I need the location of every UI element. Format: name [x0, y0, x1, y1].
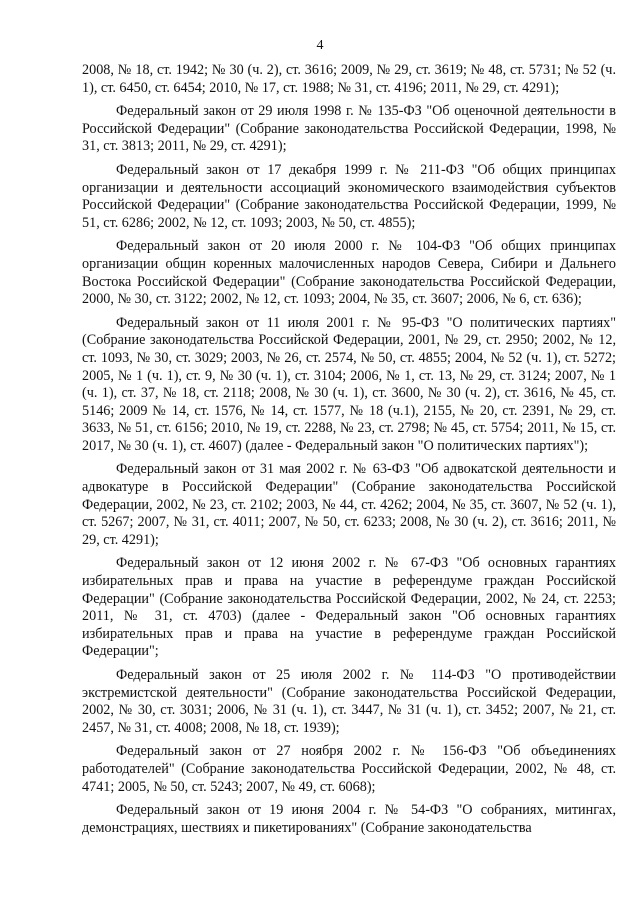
paragraph-continuation: 2008, № 18, ст. 1942; № 30 (ч. 2), ст. 3616; 2009, № 29, ст. 3619; № 48, ст. 5731; № 52 (ч. 1), ст. 6450, ст. 6454; 2010, № 17, ст. 1988; № 31, ст. 4196; 2011, № 29, ст. 4291);: [82, 62, 616, 96]
page-number: 4: [316, 38, 324, 53]
paragraph-law-114-fz: Федеральный закон от 25 июля 2002 г. № 114-ФЗ "О противодействии экстремистской деятельности" (Собрание законодательства Российской Федерации, 2002, № 30, ст. 3031; 2006, № 31 (ч. 1), ст. 3447, № 31 (ч. 1), ст. 3452; 2007, № 21, ст. 2457, № 31, ст. 4008; 2008, № 18, ст. 1939);: [82, 667, 616, 736]
paragraph-law-104-fz: Федеральный закон от 20 июля 2000 г. № 104-ФЗ "Об общих принципах организации общин коренных малочисленных народов Севера, Сибири и Дальнего Востока Российской Федерации" (Собрание законодательства Российской Федерации, 2000, № 30, ст. 3122; 2002, № 12, ст. 1093; 2004, № 35, ст. 3607; 2006, № 6, ст. 636);: [82, 238, 616, 308]
paragraph-law-211-fz: Федеральный закон от 17 декабря 1999 г. № 211-ФЗ "Об общих принципах организации и деятельности ассоциаций экономического взаимодействия субъектов Российской Федерации" (Собрание законодательства Российской Федерации, 1999, № 51, ст. 6286; 2002, № 12, ст. 1093; 2003, № 50, ст. 4855);: [82, 161, 616, 231]
paragraph-law-95-fz: Федеральный закон от 11 июля 2001 г. № 95-ФЗ "О политических партиях" (Собрание законодательства Российской Федерации, 2001, № 29, ст. 2950; 2002, № 12, ст. 1093, № 30, ст. 3029; 2003, № 26, ст. 2574, № 50, ст. 4855; 2004, № 52 (ч. 1), ст. 5272; 2005, № 1 (ч. 1), ст. 9, № 30 (ч. 1), ст. 3104; 2006, № 1, ст. 13, № 29, ст. 3124; 2007, № 1 (ч. 1), ст. 37, № 18, ст. 2118; 2008, № 30 (ч. 1), ст. 3600, № 30 (ч. 2), ст. 3616, № 45, ст. 5146; 2009 № 14, ст. 1576, № 14, ст. 1577, № 18 (ч.1), 2155, № 20, ст. 2391, № 29, ст. 3633, № 51, ст. 6156; 2010, № 19, ст. 2288, № 23, ст. 2798; № 45, ст. 5754; 2011, № 15, ст. 2017, № 30 (ч. 1), ст. 4607) (далее - Федеральный закон "О политических партиях");: [82, 314, 616, 454]
paragraph-law-63-fz: Федеральный закон от 31 мая 2002 г. № 63-ФЗ "Об адвокатской деятельности и адвокатуре в Российской Федерации" (Собрание законодательства Российской Федерации, 2002, № 23, ст. 2102; 2003, № 44, ст. 4262; 2004, № 35, ст. 3607, № 52 (ч. 1), ст. 5267; 2007, № 31, ст. 4011; 2007, № 50, ст. 6233; 2008, № 30 (ч. 2), ст. 3616; 2011, № 29, ст. 4291);: [82, 461, 616, 548]
paragraph-law-135-fz: Федеральный закон от 29 июля 1998 г. № 135-ФЗ "Об оценочной деятельности в Российской Федерации" (Собрание законодательства Российской Федерации, 1998, № 31, ст. 3813; 2011, № 29, ст. 4291);: [82, 103, 616, 155]
paragraph-law-54-fz: Федеральный закон от 19 июня 2004 г. № 54-ФЗ "О собраниях, митингах, демонстрациях, шествиях и пикетированиях" (Собрание законодательства: [82, 802, 616, 836]
paragraph-law-156-fz: Федеральный закон от 27 ноября 2002 г. № 156-ФЗ "Об объединениях работодателей" (Собрание законодательства Российской Федерации, 2002, № 48, ст. 4741; 2005, № 50, ст. 5243; 2007, № 49, ст. 6068);: [82, 743, 616, 795]
paragraph-law-67-fz: Федеральный закон от 12 июня 2002 г. № 67-ФЗ "Об основных гарантиях избирательных прав и права на участие в референдуме граждан Российской Федерации" (Собрание законодательства Российской Федерации, 2002, № 24, ст. 2253; 2011, № 31, ст. 4703) (далее - Федеральный закон "Об основных гарантиях избирательных прав и права на участие в референдуме граждан Российской Федерации";: [82, 555, 616, 660]
document-body: [82, 62, 616, 843]
